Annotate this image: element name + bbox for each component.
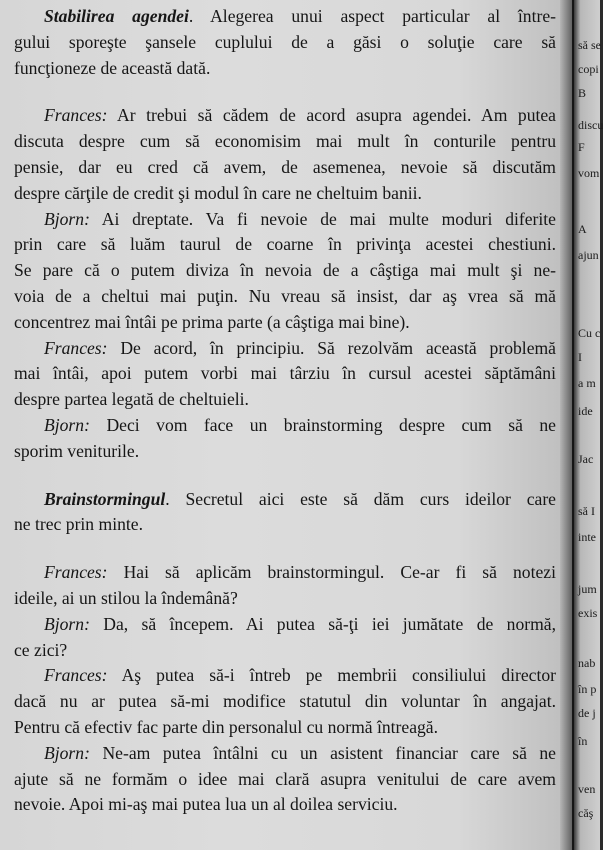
dialogue-line: mai întâi, apoi putem vorbi mai târziu în cursul acestei săptămâni — [14, 363, 556, 384]
next-page-fragment: Jac — [578, 452, 594, 466]
next-page-fragment: vom — [578, 166, 600, 180]
dialogue-line: Frances: Ar trebui să cădem de acord asupra agendei. Am putea — [44, 105, 556, 126]
section-intro-line: Stabilirea agendei. Alegerea unui aspect particular al între- — [44, 6, 556, 26]
dialogue-turn — [14, 741, 556, 818]
dialogue-line: pensie, dar eu cred că avem, de asemenea, nevoie să discutăm — [14, 156, 556, 177]
dialogue-line: Bjorn: Deci vom face un brainstorming despre cum să ne — [44, 414, 556, 435]
next-page-fragment: jum — [578, 582, 597, 596]
dialogue-line: Bjorn: Ai dreptate. Va fi nevoie de mai multe moduri diferite — [44, 208, 556, 229]
dialogue-turn — [14, 413, 556, 465]
section-intro-line: ne trec prin minte. — [14, 514, 143, 535]
next-page-fragment: să I — [578, 504, 595, 518]
speaker-name: Bjorn: — [44, 742, 90, 763]
section-intro-line: funcţioneze de această dată. — [14, 57, 211, 78]
dialogue-line: Bjorn: Ne-am putea întâlni cu un asistent financiar care să ne — [44, 742, 556, 763]
dialogue-line: voia de a cheltui mai puţin. Nu vreau să insist, dar aş vrea să mă — [14, 285, 556, 306]
speaker-name: Frances: — [44, 562, 108, 583]
next-page-fragment: inte — [578, 530, 596, 544]
next-page-fragment: F — [578, 140, 585, 154]
book-gutter-shadow — [560, 0, 574, 850]
next-page-fragment: nab — [578, 656, 596, 670]
dialogue-line: concentrez mai întâi pe prima parte (a câştiga mai bine). — [14, 311, 410, 332]
next-page-edge — [574, 0, 603, 850]
next-page-fragment: ajun — [578, 248, 599, 262]
next-page-fragment: în p — [578, 682, 597, 696]
next-page-fragment: Cu c — [578, 326, 601, 340]
dialogue-turn — [14, 663, 556, 740]
next-page-fragment: discu — [578, 118, 603, 132]
page-text — [14, 4, 556, 818]
dialogue-line: despre partea legată de cheltuieli. — [14, 389, 249, 410]
next-page-fragment: A — [578, 222, 587, 236]
section-heading: Brainstormingul — [44, 488, 166, 509]
next-page-fragment: de j — [578, 706, 596, 720]
dialogue-line: Pentru că efectiv fac parte din personalul cu normă întreagă. — [14, 716, 439, 737]
dialogue-line: ideile, ai un stilou la îndemână? — [14, 587, 238, 608]
next-page-fragment: B — [578, 86, 587, 100]
next-page-fragment: exis — [578, 606, 598, 620]
dialogue-line: Se pare că o putem diviza în nevoia de a câştiga mai mult şi ne- — [14, 260, 556, 281]
dialogue-line: ce zici? — [14, 639, 68, 660]
speaker-name: Bjorn: — [44, 414, 90, 435]
speaker-name: Frances: — [44, 337, 108, 358]
section-stabilirea-agendei — [14, 4, 556, 465]
dialogue-line: dacă nu ar putea să-mi modifice statutul din voluntar în angajat. — [14, 691, 556, 712]
dialogue-turn — [14, 336, 556, 413]
dialogue-line: Frances: De acord, în principiu. Să rezolvăm această problemă — [44, 337, 556, 358]
section-intro-line: gului sporeşte şansele cuplului de a găsi o soluţie care să — [14, 31, 556, 52]
next-page-fragment: căş — [578, 806, 594, 820]
section-intro-line: Brainstormingul. Secretul aici este să dăm curs ideilor care — [44, 488, 556, 509]
next-page-fragment: ide — [578, 404, 593, 418]
dialogue-line: Frances: Hai să aplicăm brainstormingul. Ce-ar fi să notezi — [44, 562, 556, 583]
dialogue-turn — [14, 207, 556, 336]
speaker-name: Bjorn: — [44, 613, 90, 634]
dialogue-turn — [14, 560, 556, 612]
next-page-fragment: în — [578, 734, 588, 748]
dialogue-turn — [14, 612, 556, 664]
section-heading: Stabilirea agendei — [44, 6, 189, 26]
speaker-name: Bjorn: — [44, 208, 90, 229]
dialogue-turn — [14, 103, 556, 206]
dialogue-line: Frances: Aş putea să-i întreb pe membrii consiliului director — [44, 665, 556, 686]
next-page-fragment: să se — [578, 38, 601, 52]
next-page-fragment: ven — [578, 782, 596, 796]
dialogue-line: nevoie. Apoi mi-aş mai putea lua un al doilea serviciu. — [14, 794, 398, 815]
speaker-name: Frances: — [44, 105, 108, 126]
next-page-fragment: copi — [578, 62, 599, 76]
dialogue-line: prin care să luăm taurul de coarne în privinţa acestei chestiuni. — [14, 234, 556, 255]
dialogue-line: despre cărţile de credit şi modul în care ne cheltuim banii. — [14, 182, 422, 203]
dialogue-line: ajute să ne formăm o idee mai clară asupra venitului de care avem — [14, 768, 556, 789]
speaker-name: Frances: — [44, 665, 108, 686]
next-page-fragment: I — [578, 350, 582, 364]
next-page-fragment: a m — [578, 376, 596, 390]
dialogue-line: sporim veniturile. — [14, 440, 140, 461]
dialogue-line: Bjorn: Da, să începem. Ai putea să-ţi iei jumătate de normă, — [44, 613, 556, 634]
section-brainstormingul — [14, 487, 556, 819]
dialogue-line: discuta despre cum să economisim mai mult în conturile pentru — [14, 131, 556, 152]
